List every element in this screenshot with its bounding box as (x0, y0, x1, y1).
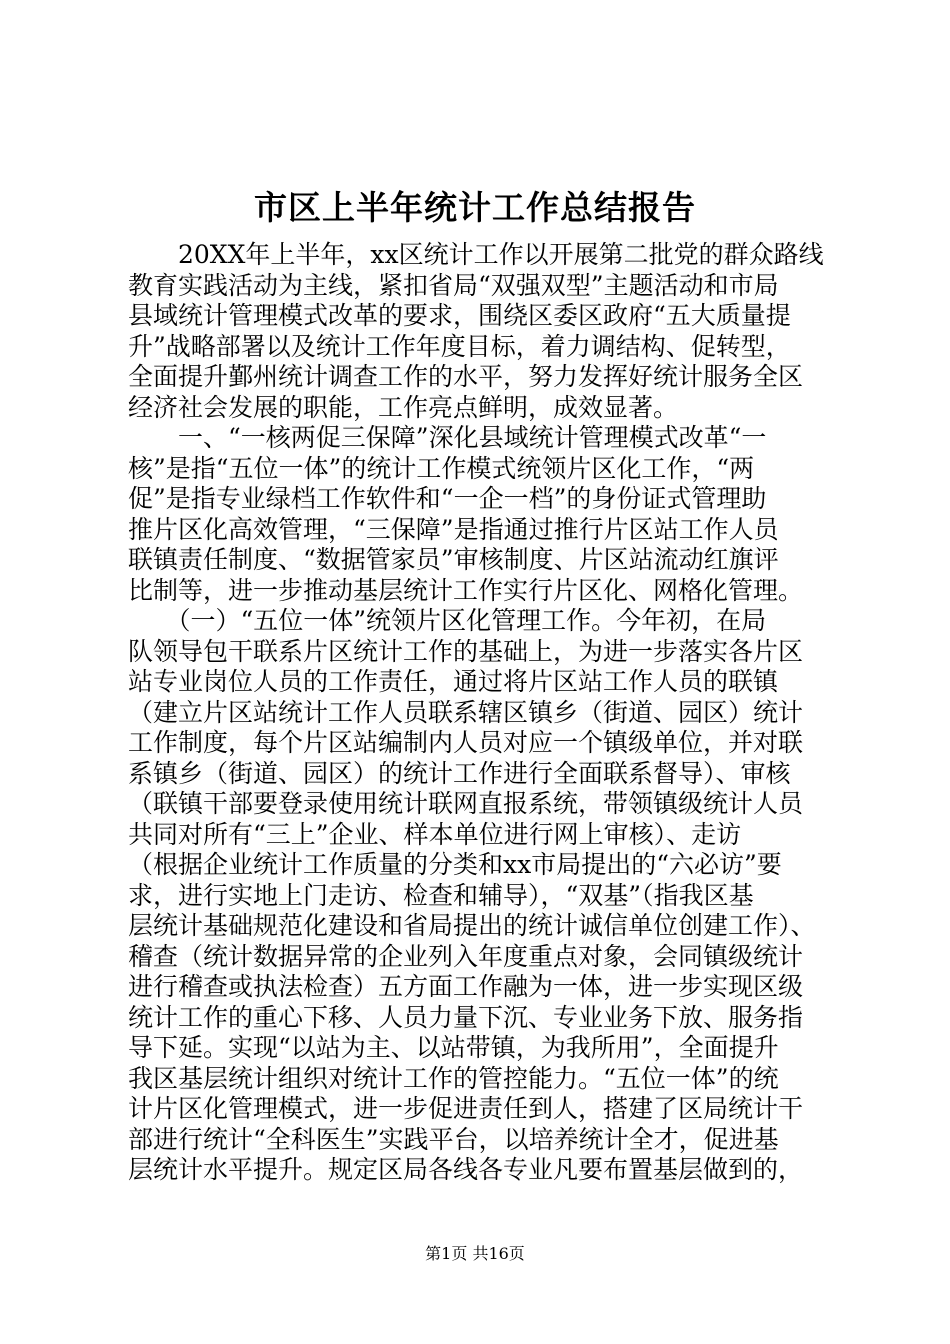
body-text-line: 联镇责任制度、“数据管家员”审核制度、片区站流动红旗评 (128, 545, 779, 574)
body-text-line: 共同对所有“三上”企业、样本单位进行网上审核）、走访 (128, 819, 742, 849)
body-text-line: （联镇干部要登录使用统计联网直报系统，带领镇级统计人员 (128, 789, 804, 818)
body-text-line: 县域统计管理模式改革的要求，围绕区委区政府“五大质量提 (128, 301, 791, 330)
body-text-line: 层统计基础规范化建设和省局提出的统计诚信单位创建工作）、 (128, 911, 816, 940)
page-footer: 第1页 共16页 (425, 1244, 525, 1263)
body-text-line: 一、“一核两促三保障”深化县域统计管理模式改革“一 (128, 423, 767, 452)
body-text-line: 统计工作的重心下移、人员力量下沉、专业业务下放、服务指 (128, 1002, 804, 1032)
body-text-line: 层统计水平提升。规定区局各线各专业凡要布置基层做到的， (128, 1155, 804, 1184)
body-text-line: 队领导包干联系片区统计工作的基础上，为进一步落实各片区 (128, 636, 804, 666)
body-text-line: 站专业岗位人员的工作责任，通过将片区站工作人员的联镇 (128, 667, 779, 696)
body-text-line: 促”是指专业绿档工作软件和“一企一档”的身份证式管理助 (128, 484, 767, 513)
body-text-line: 进行稽查或执法检查）五方面工作融为一体，进一步实现区级 (128, 972, 804, 1001)
body-text-line: 经济社会发展的职能，工作亮点鲜明，成效显著。 (128, 392, 679, 422)
body-text-line: 工作制度，每个片区站编制内人员对应一个镇级单位，并对联 (128, 728, 804, 757)
body-text-line: 导下延。实现“以站为主、以站带镇，为我所用”，全面提升 (128, 1033, 779, 1062)
body-text-line: 比制等，进一步推动基层统计工作实行片区化、网格化管理。 (128, 575, 804, 605)
body-text-line: 我区基层统计组织对统计工作的管控能力。“五位一体”的统 (128, 1063, 779, 1093)
body-text-line: 全面提升鄞州统计调查工作的水平，努力发挥好统计服务全区 (128, 362, 804, 391)
document-title: 市区上半年统计工作总结报告 (254, 188, 696, 227)
body-text-line: （一）“五位一体”统领片区化管理工作。今年初，在局 (128, 606, 767, 635)
body-text-line: 求，进行实地上门走访、检查和辅导），“双基”（指我区基 (128, 880, 754, 910)
body-text-line: 系镇乡（街道、园区）的统计工作进行全面联系督导）、审核 (128, 758, 791, 788)
body-text-line: （根据企业统计工作质量的分类和xx市局提出的“六必访”要 (128, 850, 782, 879)
body-text-line: 稽查（统计数据异常的企业列入年度重点对象，会同镇级统计 (128, 941, 804, 971)
body-text-line: （建立片区站统计工作人员联系辖区镇乡（街道、园区）统计 (128, 697, 804, 727)
document-body (128, 240, 848, 1186)
body-text-line: 教育实践活动为主线，紧扣省局“双强双型”主题活动和市局 (128, 270, 779, 300)
body-text-line: 部进行统计“全科医生”实践平台，以培养统计全才，促进基 (128, 1124, 779, 1154)
body-text-line: 20XX年上半年，xx区统计工作以开展第二批党的群众路线 (128, 240, 824, 269)
body-text-line: 升”战略部署以及统计工作年度目标，着力调结构、促转型， (128, 331, 791, 361)
body-text-line: 核”是指“五位一体”的统计工作模式统领片区化工作，“两 (128, 453, 755, 483)
body-text-line: 推片区化高效管理，“三保障”是指通过推行片区站工作人员 (128, 514, 779, 544)
body-text-line: 计片区化管理模式，进一步促进责任到人，搭建了区局统计干 (128, 1094, 804, 1123)
